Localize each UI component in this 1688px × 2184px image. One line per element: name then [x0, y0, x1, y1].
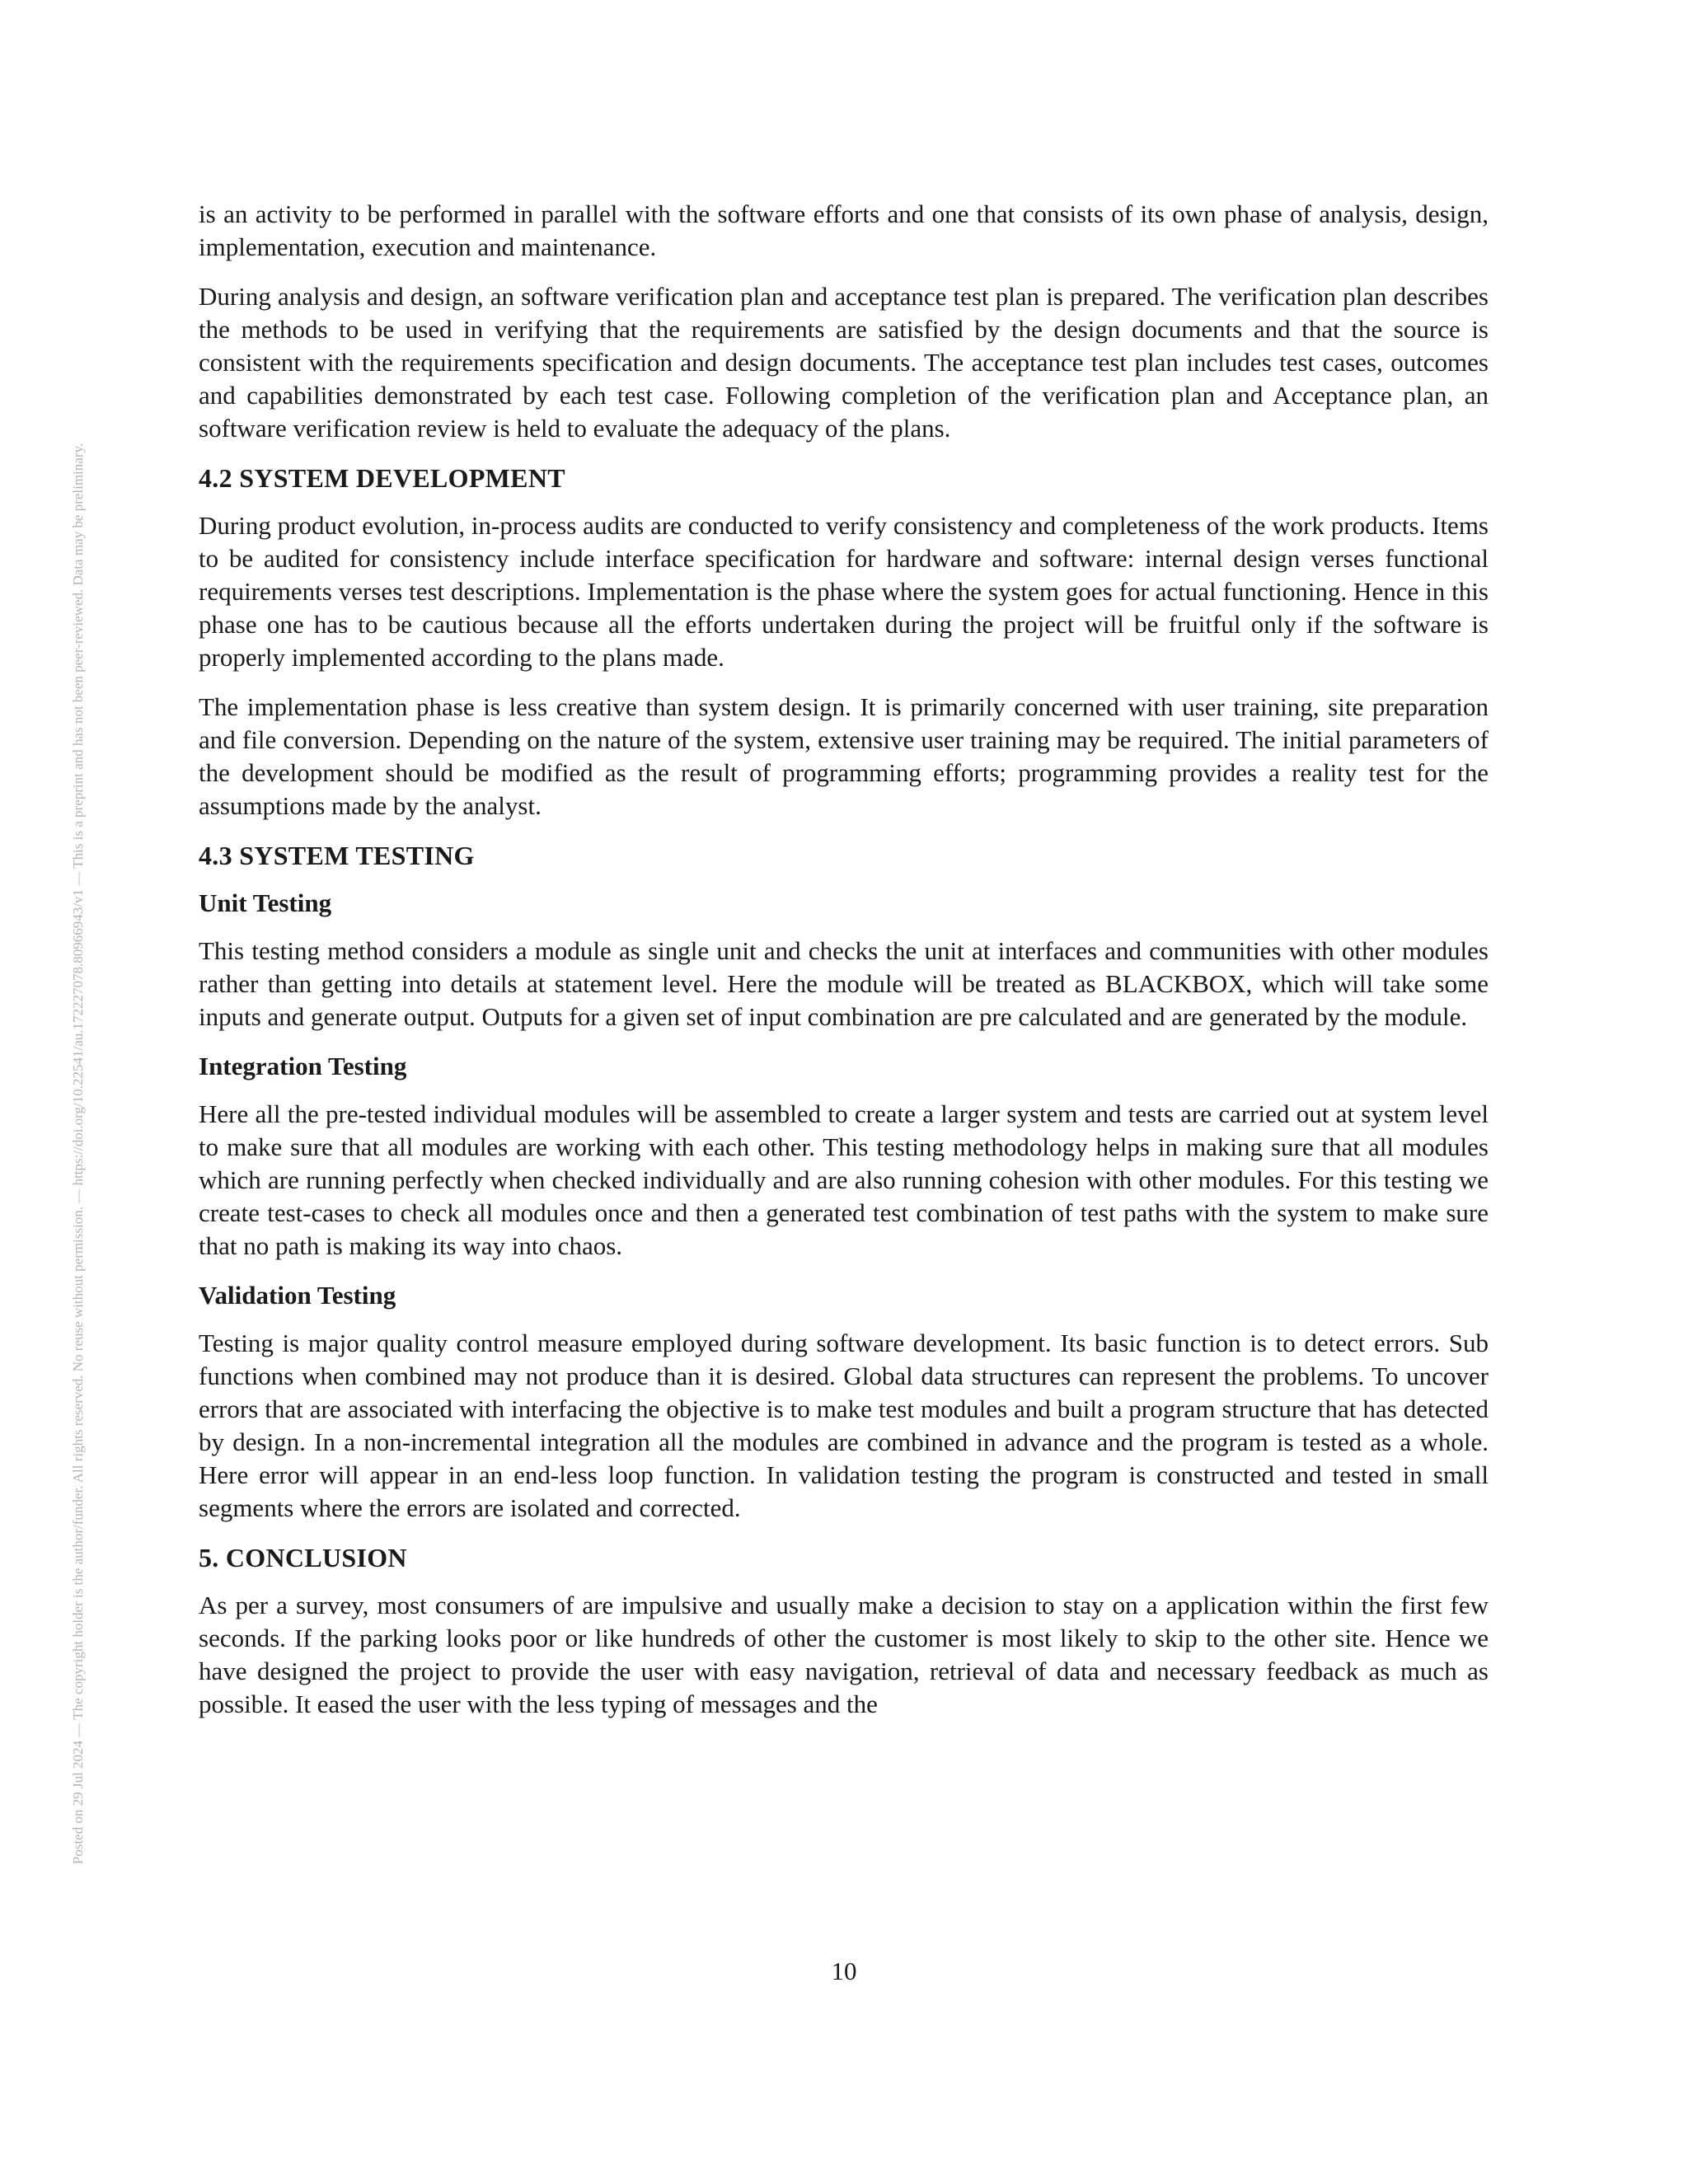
paragraph-conclusion: As per a survey, most consumers of are impulsive and usually make a decision to stay on a application within the first few seconds. If the parking looks poor or like hundreds of other the customer is most likely to skip to the other site. Hence we have designed the project to provide the user with easy navigation, retrieval of data and necessary feedback as much as possible. It eased the user with the less typing of messages and the: [199, 1591, 1489, 1718]
paragraph-verification-plan: During analysis and design, an software verification plan and acceptance test plan is prepared. The verification plan describes the methods to be used in verifying that the requirements are satisfied by the design documents and that the source is consistent with the requirements specification and design documents. The acceptance test plan includes test cases, outcomes and capabilities demonstrated by each test case. Following completion of the verification plan and Acceptance plan, an software verification review is held to evaluate the adequacy of the plans.: [199, 282, 1489, 443]
paragraph-activity-continuation: is an activity to be performed in parallel with the software efforts and one that consists of its own phase of analysis, design, implementation, execution and maintenance.: [199, 199, 1489, 261]
heading-conclusion: 5. CONCLUSION: [199, 1543, 407, 1572]
page-number: 10: [831, 1957, 857, 1985]
paragraph-integration-testing: Here all the pre-tested individual modules will be assembled to create a larger system and tests are carried out at system level to make sure that all modules are working with each other. This testing methodology helps in making sure that all modules which are running perfectly when checked individually and are also running cohesion with other modules. For this testing we create test-cases to check all modules once and then a generated test combination of test paths with the system to make sure that no path is making its way into chaos.: [199, 1099, 1489, 1260]
paragraph-validation-testing: Testing is major quality control measure employed during software development. Its basic function is to detect errors. Sub functions when combined may not produce than it is desired. Global data structures can represent the problems. To uncover errors that are associated with interfacing the objective is to make test modules and built a program structure that has detected by design. In a non-incremental integration all the modules are combined in advance and the program is tested as a whole. Here error will appear in an end-less loop function. In validation testing the program is constructed and tested in small segments where the errors are isolated and corrected.: [199, 1329, 1489, 1522]
paragraph-product-evolution: During product evolution, in-process audits are conducted to verify consistency and completeness of the work products. Items to be audited for consistency include interface specification for hardware and software: internal design verses functional requirements verses test descriptions. Implementation is the phase where the system goes for actual functioning. Hence in this phase one has to be cautious because all the efforts undertaken during the project will be fruitful only if the software is properly implemented according to the plans made.: [199, 511, 1489, 672]
heading-system-testing: 4.3 SYSTEM TESTING: [199, 841, 475, 870]
heading-unit-testing: Unit Testing: [199, 888, 332, 917]
preprint-notice-margin: [0, 0, 165, 2184]
heading-validation-testing: Validation Testing: [199, 1281, 396, 1310]
heading-system-development: 4.2 SYSTEM DEVELOPMENT: [199, 463, 565, 493]
preprint-notice: Posted on 29 Jul 2024 — The copyright holder is the author/funder. All rights reserved. No reuse without permission. — https://doi.org/10.22541/au.172227078.80966943/v1 — This is a preprint and has not been peer-reviewed. Data may be preliminary.: [70, 443, 86, 1865]
paragraph-unit-testing: This testing method considers a module as single unit and checks the unit at interfaces and communities with other modules rather than getting into details at statement level. Here the module will be treated as BLACKBOX, which will take some inputs and generate output. Outputs for a given set of input combination are pre calculated and are generated by the module.: [199, 936, 1489, 1031]
heading-integration-testing: Integration Testing: [199, 1052, 407, 1080]
page-content: [199, 198, 1489, 1737]
paragraph-implementation-phase: The implementation phase is less creative than system design. It is primarily concerned with user training, site preparation and file conversion. Depending on the nature of the system, extensive user training may be required. The initial parameters of the development should be modified as the result of programming efforts; programming provides a reality test for the assumptions made by the analyst.: [199, 692, 1489, 820]
